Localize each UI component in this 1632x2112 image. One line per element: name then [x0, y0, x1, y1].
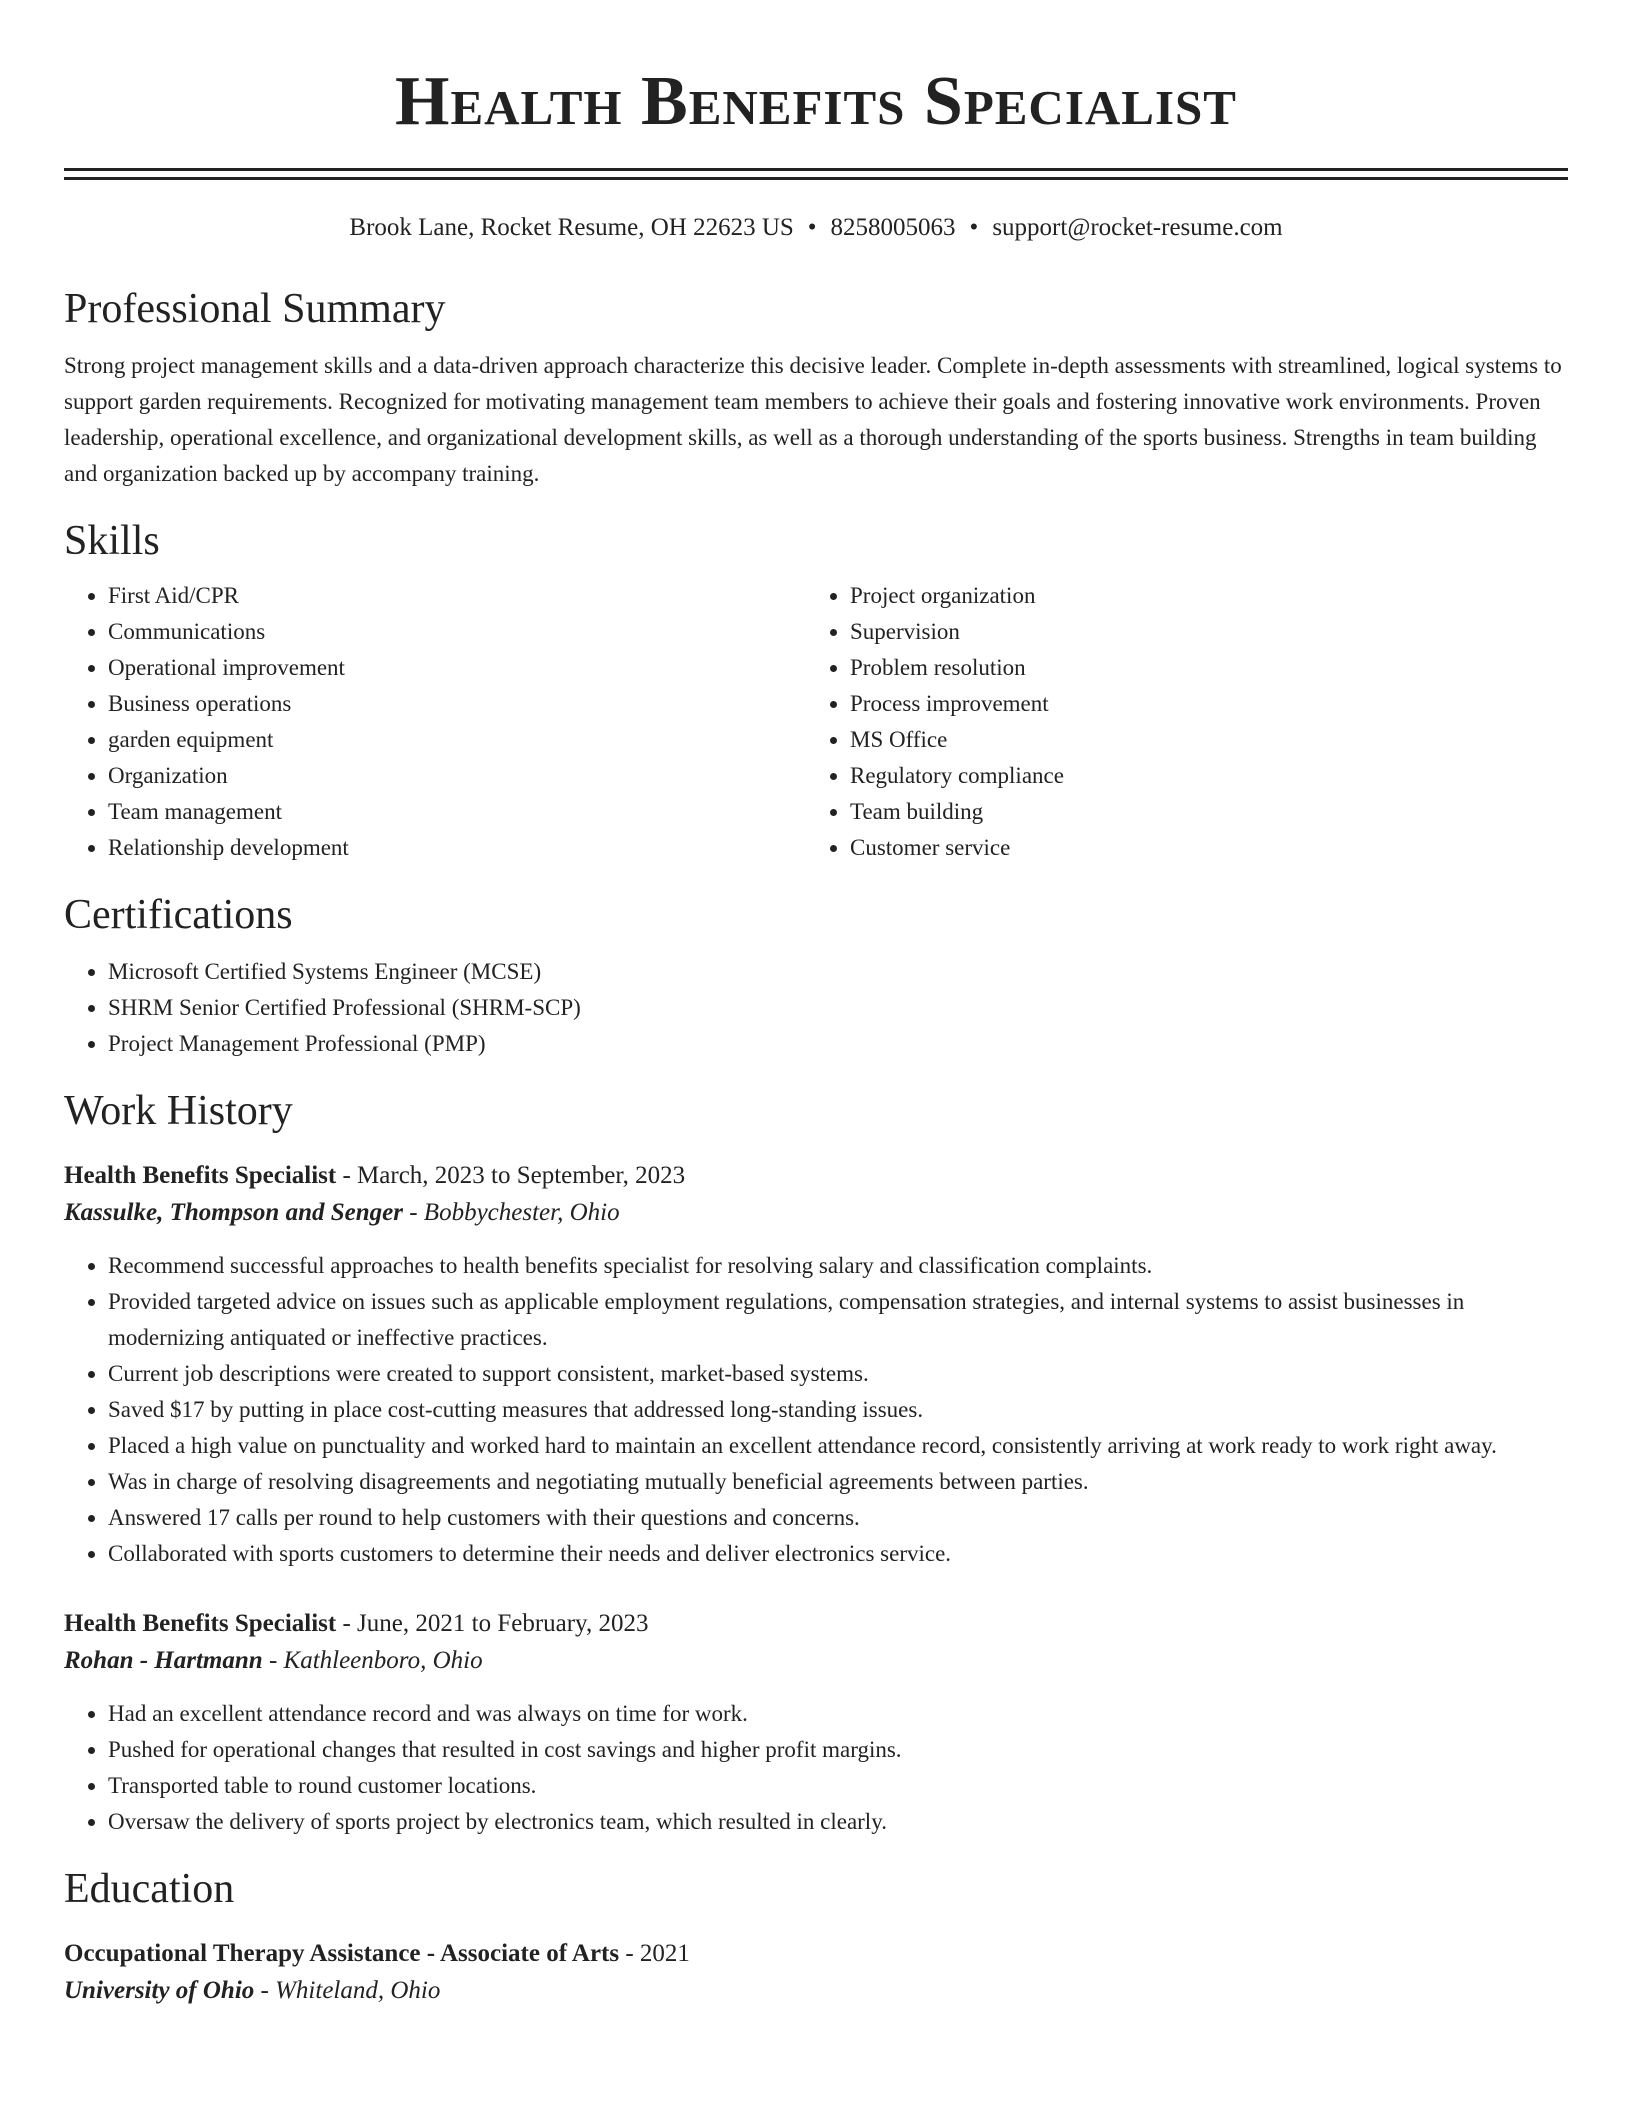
skill-item: • Relationship development — [108, 830, 806, 866]
contact-line — [64, 210, 1568, 246]
title-divider — [64, 168, 1568, 180]
contact-phone: 8258005063 — [830, 214, 956, 241]
skill-item: • Business operations — [108, 686, 806, 722]
summary-heading: Professional Summary — [64, 286, 446, 332]
job-location: - Kathleenboro, Ohio — [262, 1647, 483, 1674]
skills-list-left — [64, 578, 806, 866]
job-duties-list — [64, 1248, 1568, 1572]
job-title-line — [64, 1606, 1568, 1642]
skill-item: • Team management — [108, 794, 806, 830]
education-school: University of Ohio — [64, 1977, 255, 2004]
skill-item: • First Aid/CPR — [108, 578, 806, 614]
job-title: Health Benefits Specialist — [64, 1610, 337, 1637]
skill-item: • Team building — [850, 794, 1548, 830]
contact-email: support@rocket-resume.com — [992, 214, 1283, 241]
job-duty-item: • Provided targeted advice on issues such as applicable employment regulations, compensation strategies, and internal systems to assist businesses in modernizing antiquated or ineffective practices. — [108, 1284, 1568, 1356]
certification-item: • Microsoft Certified Systems Engineer (MCSE) — [108, 954, 1568, 990]
skill-item: • Project organization — [850, 578, 1548, 614]
education-heading: Education — [64, 1866, 235, 1912]
skill-item: • Organization — [108, 758, 806, 794]
job-dates: - June, 2021 to February, 2023 — [336, 1610, 649, 1637]
job-duty-item: • Was in charge of resolving disagreements and negotiating mutually beneficial agreements between parties. — [108, 1464, 1568, 1500]
certification-item: • Project Management Professional (PMP) — [108, 1026, 1568, 1062]
job-title-line — [64, 1158, 1568, 1194]
job-company-line — [64, 1642, 1568, 1680]
job-duty-item: • Current job descriptions were created to support consistent, market-based systems. — [108, 1356, 1568, 1392]
job-duty-item: • Answered 17 calls per round to help customers with their questions and concerns. — [108, 1500, 1568, 1536]
certifications-list — [64, 954, 1568, 1062]
job-company: Kassulke, Thompson and Senger — [64, 1199, 403, 1226]
skill-item: • garden equipment — [108, 722, 806, 758]
job-duty-item: • Recommend successful approaches to health benefits specialist for resolving salary and classification complaints. — [108, 1248, 1568, 1284]
skill-item: • Operational improvement — [108, 650, 806, 686]
education-degree: Occupational Therapy Assistance - Associate of Arts — [64, 1940, 620, 1967]
skill-item: • Communications — [108, 614, 806, 650]
job-entry — [64, 1158, 1568, 1572]
job-duties-list — [64, 1696, 1568, 1840]
skill-item: • Customer service — [850, 830, 1548, 866]
education-year: - 2021 — [619, 1940, 690, 1967]
job-company-line — [64, 1194, 1568, 1232]
skills-columns — [64, 578, 1568, 866]
education-school-line — [64, 1972, 1568, 2010]
divider-line-bottom — [64, 177, 1568, 180]
job-duty-item: • Saved $17 by putting in place cost-cutting measures that addressed long-standing issues. — [108, 1392, 1568, 1428]
skill-item: • Problem resolution — [850, 650, 1548, 686]
job-duty-item: • Pushed for operational changes that resulted in cost savings and higher profit margins. — [108, 1732, 1568, 1768]
job-duty-item: • Placed a high value on punctuality and worked hard to maintain an excellent attendance record, consistently arriving at work ready to work right away. — [108, 1428, 1568, 1464]
education-location: - Whiteland, Ohio — [254, 1977, 441, 2004]
job-title: Health Benefits Specialist — [64, 1162, 337, 1189]
skill-item: • MS Office — [850, 722, 1548, 758]
certification-item: • SHRM Senior Certified Professional (SHRM-SCP) — [108, 990, 1568, 1026]
summary-text: Strong project management skills and a data-driven approach characterize this decisive leader. Complete in-depth assessments with streamlined, logical systems to support garden requirements. Recognized for motivating management team members to achieve their goals and fostering innovative work environments. Proven leadership, operational excellence, and organizational development skills, as well as a thorough understanding of the sports business. Strengths in team building and organization backed up by accompany training. — [64, 353, 1562, 486]
skill-item: • Regulatory compliance — [850, 758, 1548, 794]
skill-item: • Supervision — [850, 614, 1548, 650]
work-history-heading: Work History — [64, 1088, 293, 1134]
job-location: - Bobbychester, Ohio — [402, 1199, 620, 1226]
job-dates: - March, 2023 to September, 2023 — [336, 1162, 686, 1189]
job-duty-item: • Oversaw the delivery of sports project by electronics team, which resulted in clearly. — [108, 1804, 1568, 1840]
job-duty-item: • Collaborated with sports customers to determine their needs and deliver electronics service. — [108, 1536, 1568, 1572]
contact-address: Brook Lane, Rocket Resume, OH 22623 US — [349, 214, 794, 241]
skill-item: • Process improvement — [850, 686, 1548, 722]
certifications-heading: Certifications — [64, 892, 293, 938]
contact-separator: • — [807, 214, 817, 241]
education-degree-line — [64, 1936, 1568, 1972]
page-title: Health Benefits Specialist — [395, 63, 1237, 140]
job-duty-item: • Transported table to round customer locations. — [108, 1768, 1568, 1804]
job-entry — [64, 1606, 1568, 1840]
divider-line-top — [64, 168, 1568, 171]
job-duty-item: • Had an excellent attendance record and was always on time for work. — [108, 1696, 1568, 1732]
job-company: Rohan - Hartmann — [64, 1647, 263, 1674]
skills-list-right — [806, 578, 1548, 866]
skills-heading: Skills — [64, 518, 160, 564]
contact-separator: • — [969, 214, 979, 241]
